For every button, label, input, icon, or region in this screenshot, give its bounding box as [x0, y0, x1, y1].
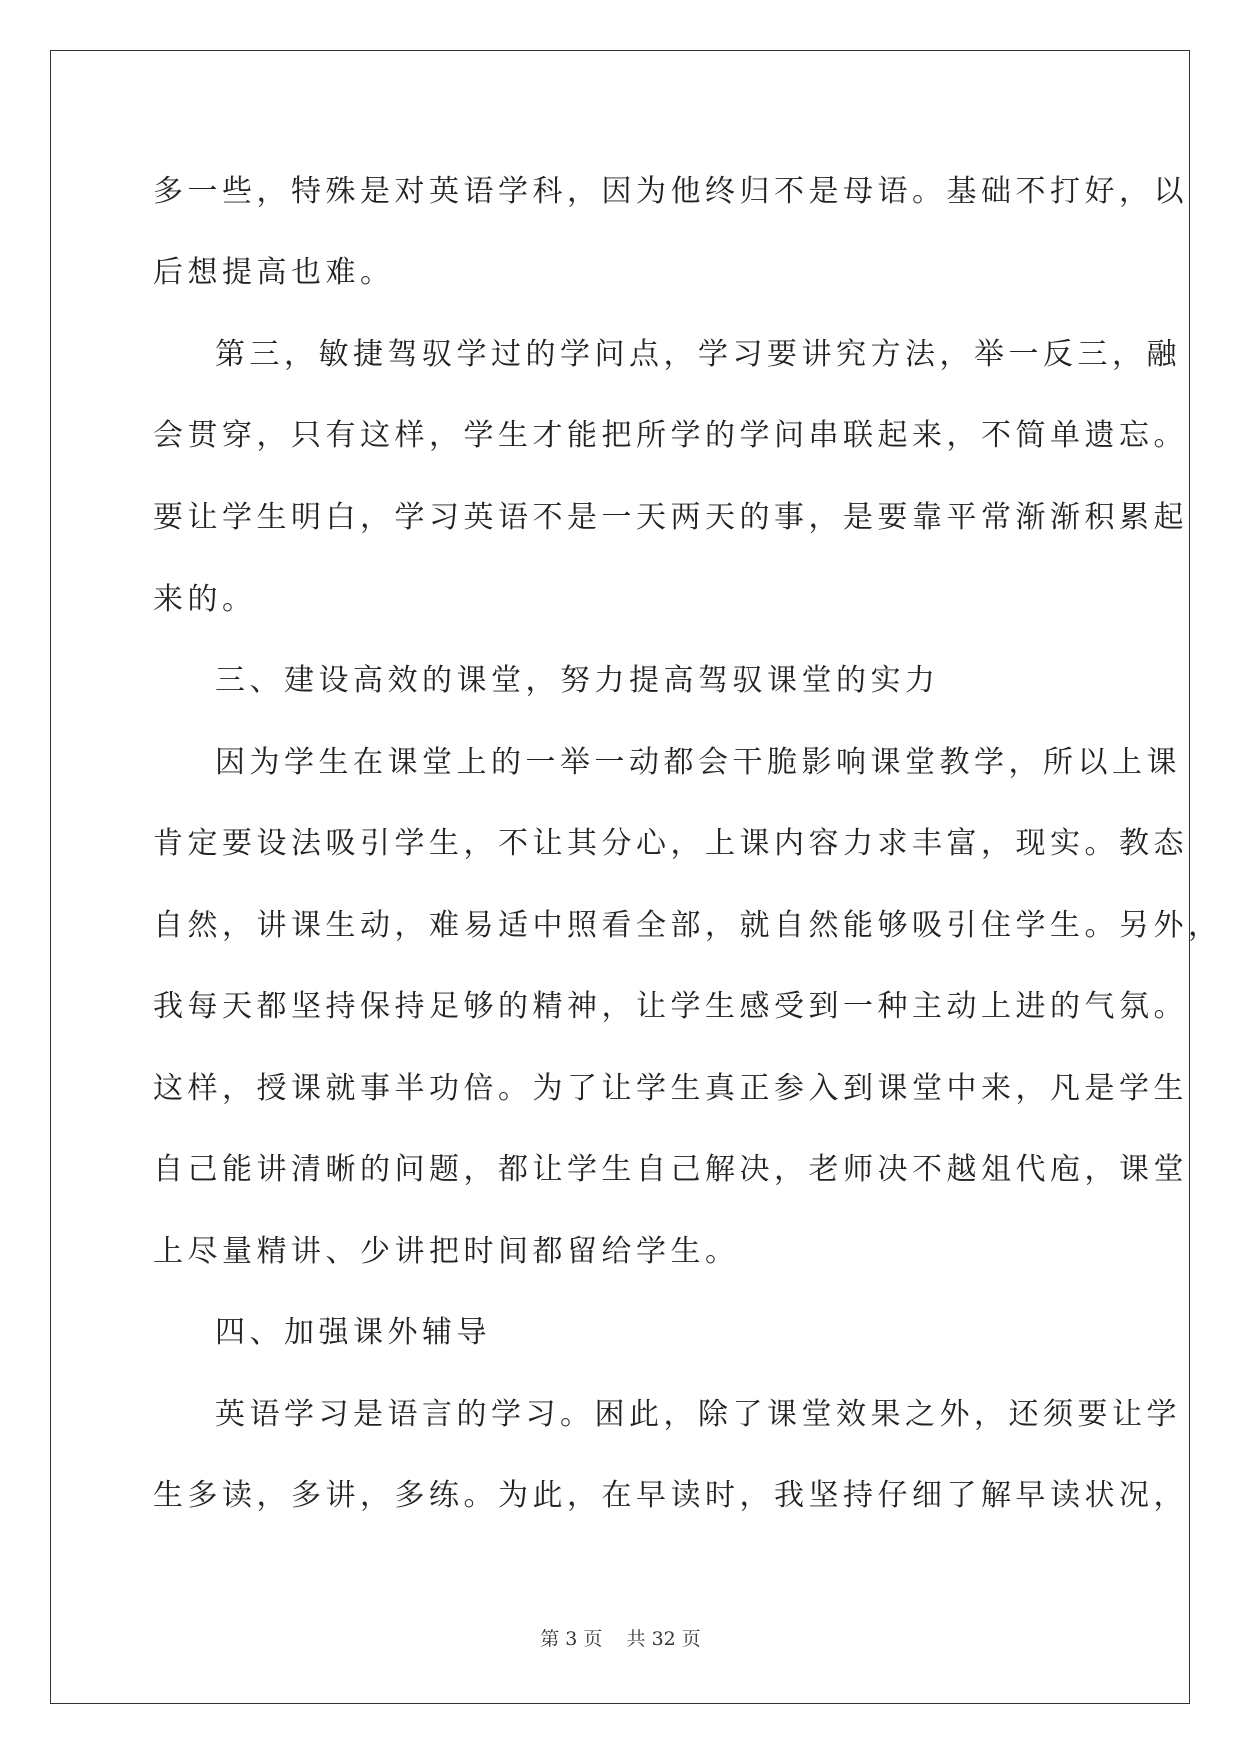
page-number-footer: 第 3 页 共 32 页 — [540, 1628, 701, 1650]
section-heading: 四、加强课外辅导 — [215, 1315, 491, 1350]
text-line: 上尽量精讲、少讲把时间都留给学生。 — [153, 1234, 740, 1269]
text-line: 后想提高也难。 — [153, 255, 395, 290]
text-line: 要让学生明白，学习英语不是一天两天的事，是要靠平常渐渐积累起 — [153, 500, 1188, 535]
text-line: 自然，讲课生动，难易适中照看全部，就自然能够吸引住学生。另外， — [153, 908, 1223, 943]
text-line: 英语学习是语言的学习。困此，除了课堂效果之外，还须要让学 — [215, 1397, 1181, 1432]
page-border — [50, 50, 1190, 1704]
text-line: 生多读，多讲，多练。为此，在早读时，我坚持仔细了解早读状况， — [153, 1478, 1188, 1513]
text-line: 第三，敏捷驾驭学过的学问点，学习要讲究方法，举一反三，融 — [215, 337, 1181, 372]
text-line: 这样，授课就事半功倍。为了让学生真正参入到课堂中来，凡是学生 — [153, 1071, 1188, 1106]
text-line: 肯定要设法吸引学生，不让其分心，上课内容力求丰富，现实。教态 — [153, 826, 1188, 861]
text-line: 因为学生在课堂上的一举一动都会干脆影响课堂教学，所以上课 — [215, 745, 1181, 780]
text-line: 会贯穿，只有这样，学生才能把所学的学问串联起来，不简单遗忘。 — [153, 418, 1188, 453]
text-line: 自己能讲清晰的问题，都让学生自己解决，老师决不越俎代庖，课堂 — [153, 1152, 1188, 1187]
text-line: 我每天都坚持保持足够的精神，让学生感受到一种主动上进的气氛。 — [153, 989, 1188, 1024]
text-line: 来的。 — [153, 582, 257, 617]
section-heading: 三、建设高效的课堂，努力提高驾驭课堂的实力 — [215, 663, 940, 698]
text-line: 多一些，特殊是对英语学科，因为他终归不是母语。基础不打好，以 — [153, 174, 1188, 209]
